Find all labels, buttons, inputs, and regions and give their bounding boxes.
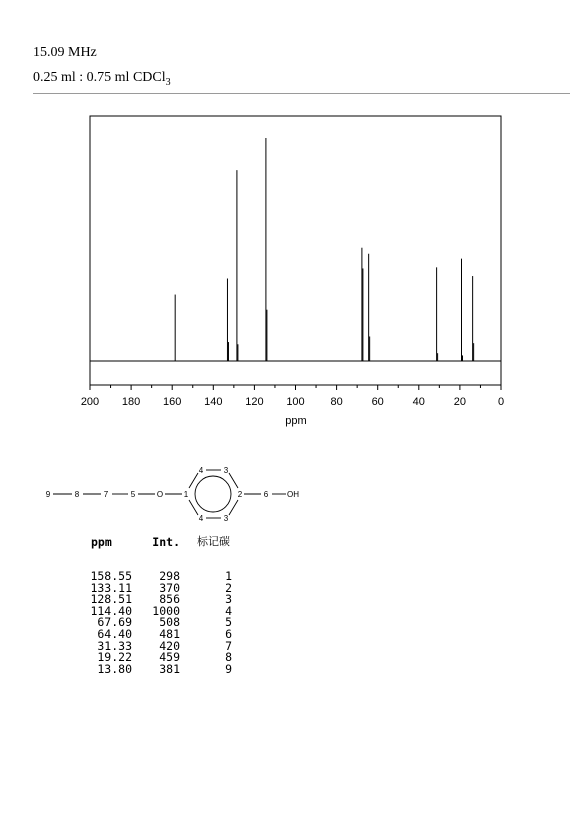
table-column-int <box>138 535 180 675</box>
table-cell-ppm: 64.40 <box>97 626 132 641</box>
x-tick-label: 160 <box>163 396 182 408</box>
aromatic-ring-circle <box>195 476 231 512</box>
x-tick-label: 140 <box>204 396 223 408</box>
table-cell-ppm: 158.55 <box>90 569 132 583</box>
atom-4-top: 4 <box>198 466 204 475</box>
solvent-subscript: 3 <box>165 77 171 88</box>
atom-8: 8 <box>74 490 80 499</box>
atom-5: 5 <box>130 490 136 499</box>
table-cell-ppm: 31.33 <box>97 638 132 653</box>
solvent-main: 0.25 ml : 0.75 ml CDCl <box>33 70 166 85</box>
structure-bonds <box>53 470 286 518</box>
table-cell-label: 9 <box>225 661 232 676</box>
atom-1: 1 <box>183 490 189 499</box>
table-cell-label: 3 <box>225 592 232 607</box>
atom-2: 2 <box>237 490 243 499</box>
atom-3-top: 3 <box>223 466 229 475</box>
table-cell-label: 2 <box>225 580 232 595</box>
x-tick-label: 60 <box>371 396 384 408</box>
atom-9: 9 <box>45 490 51 499</box>
x-tick-label: 100 <box>286 396 305 408</box>
table-cell-label: 6 <box>225 626 232 641</box>
bond-3-2top <box>229 473 238 488</box>
table-cell-int: 420 <box>159 638 180 653</box>
table-cell-int: 1000 <box>152 603 180 618</box>
table-cell-ppm: 13.80 <box>97 661 132 676</box>
x-tick-label: 120 <box>245 396 264 408</box>
table-cell-int: 381 <box>159 661 180 676</box>
table-cell-label: 5 <box>225 615 232 630</box>
table-cell-int: 856 <box>159 592 180 607</box>
atom-7: 7 <box>103 490 109 499</box>
atom-3-bottom: 3 <box>223 514 229 523</box>
table-header-int: Int. <box>152 535 180 549</box>
x-tick-label: 80 <box>330 396 343 408</box>
table-column-label <box>197 535 235 675</box>
table-header-label: 标记碳 <box>197 535 230 548</box>
atom-6: 6 <box>263 490 269 499</box>
bond-2-3bot <box>229 500 238 515</box>
x-tick-label: 180 <box>121 396 141 408</box>
frequency-label: 15.09 MHz <box>33 45 97 60</box>
x-tick-label: 40 <box>412 396 425 408</box>
atom-o: O <box>156 490 164 499</box>
table-cell-ppm: 114.40 <box>90 603 132 618</box>
table-cell-label: 7 <box>225 638 232 653</box>
x-tick-label: 200 <box>80 396 100 408</box>
atom-oh: OH <box>287 490 299 499</box>
x-tick-label: 0 <box>497 396 505 408</box>
table-header-ppm: ppm <box>91 535 112 549</box>
table-cell-ppm: 128.51 <box>90 592 132 607</box>
table-cell-int: 370 <box>159 580 180 595</box>
table-cell-label: 8 <box>225 650 232 665</box>
table-cell-ppm: 67.69 <box>97 615 132 630</box>
table-cell-int: 298 <box>159 569 180 583</box>
x-tick-label: 20 <box>453 396 467 408</box>
x-axis-label: ppm <box>285 415 307 427</box>
table-cell-label: 4 <box>225 603 232 618</box>
atom-4-bottom: 4 <box>198 514 204 523</box>
structure-atom-labels <box>46 466 299 523</box>
table-cell-int: 508 <box>159 615 180 630</box>
table-cell-int: 459 <box>159 650 180 665</box>
table-column-ppm <box>78 535 132 675</box>
table-cell-label: 1 <box>225 569 232 583</box>
table-cell-int: 481 <box>159 626 180 641</box>
table-cell-ppm: 133.11 <box>90 580 132 595</box>
table-cell-ppm: 19.22 <box>97 650 132 665</box>
